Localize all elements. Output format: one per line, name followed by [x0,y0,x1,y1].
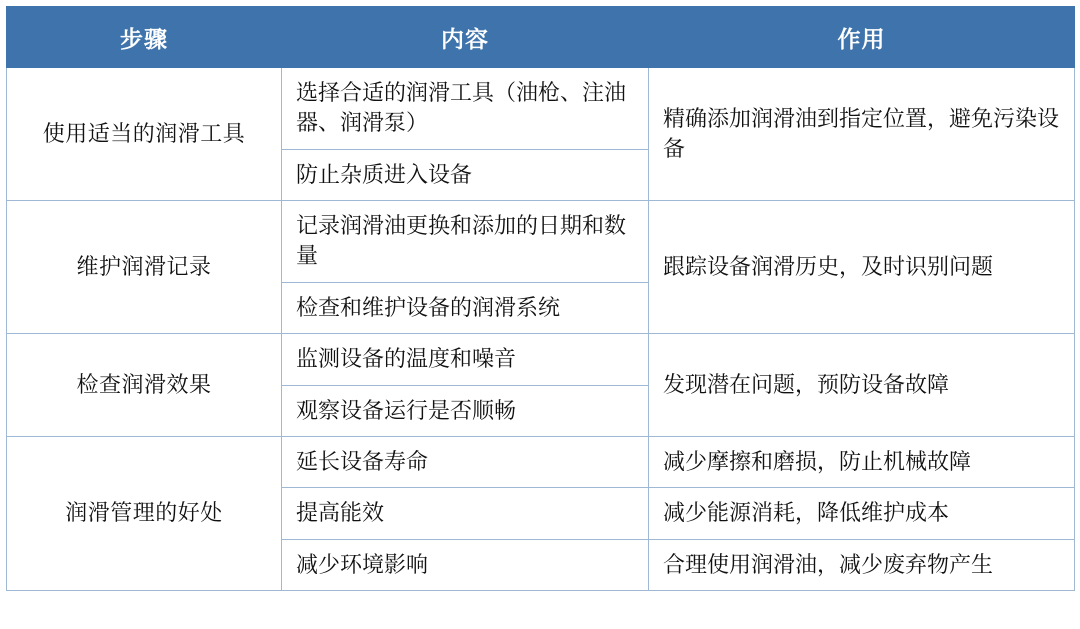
effect-cell: 合理使用润滑油，减少废弃物产生 [649,539,1075,590]
column-header-step: 步骤 [7,7,282,68]
content-cell: 记录润滑油更换和添加的日期和数量 [282,201,649,283]
column-header-effect: 作用 [649,7,1075,68]
content-cell: 选择合适的润滑工具（油枪、注油器、润滑泵） [282,68,649,150]
table-row [7,436,1075,487]
step-cell: 润滑管理的好处 [7,436,282,590]
content-cell: 提高能效 [282,488,649,539]
content-cell: 监测设备的温度和噪音 [282,334,649,385]
step-cell: 使用适当的润滑工具 [7,68,282,201]
content-cell: 观察设备运行是否顺畅 [282,385,649,436]
table-row [7,334,1075,385]
step-cell: 检查润滑效果 [7,334,282,437]
effect-cell: 发现潜在问题，预防设备故障 [649,334,1075,437]
lubrication-management-table [6,6,1075,591]
effect-cell: 精确添加润滑油到指定位置，避免污染设备 [649,68,1075,201]
effect-cell: 跟踪设备润滑历史，及时识别问题 [649,201,1075,334]
content-cell: 减少环境影响 [282,539,649,590]
content-cell: 防止杂质进入设备 [282,149,649,200]
table-header-row [7,7,1075,68]
effect-cell: 减少能源消耗，降低维护成本 [649,488,1075,539]
content-cell: 延长设备寿命 [282,436,649,487]
table-row [7,201,1075,283]
step-cell: 维护润滑记录 [7,201,282,334]
table-row [7,68,1075,150]
effect-cell: 减少摩擦和磨损，防止机械故障 [649,436,1075,487]
content-cell: 检查和维护设备的润滑系统 [282,282,649,333]
column-header-content: 内容 [282,7,649,68]
